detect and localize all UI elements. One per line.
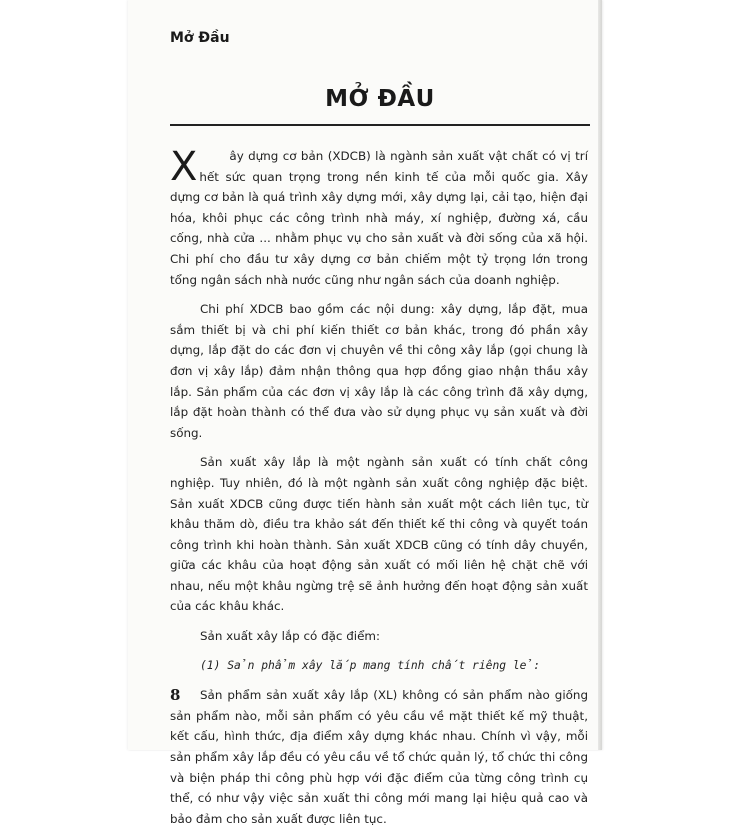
section-heading: (1) Sản phẩm xây lắp mang tính chất riêng lẻ: [200,658,541,672]
paragraph-2: Chi phí XDCB bao gồm các nội dung: xây dựng, lắp đặt, mua sắm thiết bị và chi phí kiến thiết cơ bản khác, trong đó phần xây dựng, lắp đặt do các đơn vị chuyên về thi công xây lắp (gọi chung là đơn vị xây lắp) đảm nhận thông qua hợp đồng giao nhận thầu xây lắp. Sản phẩm của các đơn vị xây lắp là các công trình đã xây dựng, lắp đặt hoàn thành có thể đưa vào sử dụng phục vụ sản xuất và đời sống. [170,302,588,440]
running-head: Mở Đầu [170,30,230,46]
chapter-title: MỞ ĐẦU [325,86,435,112]
paragraph-3: Sản xuất xây lắp là một ngành sản xuất có tính chất công nghiệp. Tuy nhiên, đó là một ngành sản xuất công nghiệp đặc biệt. Sản xuất XDCB cũng được tiến hành sản xuất một cách liên tục, từ khâu thăm dò, điều tra khảo sát đến thiết kế thi công và quyết toán công trình khi hoàn thành. Sản xuất XDCB cũng có tính dây chuyền, giữa các khâu của hoạt động sản xuất có mối liên hệ chặt chẽ với nhau, nếu một khâu ngừng trệ sẽ ảnh hưởng đến hoạt động sản xuất của các khâu khác. [170,455,588,614]
body-text [170,146,588,838]
paragraph-1-text: ây dựng cơ bản (XDCB) là ngành sản xuất vật chất có vị trí hết sức quan trọng trong nền kinh tế của mỗi quốc gia. Xây dựng cơ bản là quá trình xây dựng mới, xây dựng lại, cải tạo, hiện đại hóa, khôi phục các công trình nhà máy, xí nghiệp, đường xá, cầu cống, nhà cửa ... nhằm phục vụ cho sản xuất và đời sống của xã hội. Chi phí cho đầu tư xây dựng cơ bản chiếm một tỷ trọng lớn trong tổng ngân sách nhà nước cũng như ngân sách của doanh nghiệp. [170,149,588,287]
paragraph-4: Sản xuất xây lắp có đặc điểm: [200,629,381,644]
drop-cap: X [170,144,198,190]
page-number: 8 [170,686,181,704]
paragraph-6: Sản phẩm sản xuất xây lắp (XL) không có sản phẩm nào giống sản phẩm nào, mỗi sản phẩm có yêu cầu về mặt thiết kế mỹ thuật, kết cấu, hình thức, địa điểm xây dựng khác nhau. Chính vì vậy, mỗi sản phẩm xây lắp đều có yêu cầu về tổ chức quản lý, tổ chức thi công và biện pháp thi công phù hợp với đặc điểm của từng công trình cụ thể, có như vậy việc sản xuất thi công mới mang lại hiệu quả cao và bảo đảm cho sản xuất được liên tục. [170,688,588,826]
page-edge [598,0,602,750]
title-underline [170,124,590,126]
paragraph-1 [170,146,588,290]
